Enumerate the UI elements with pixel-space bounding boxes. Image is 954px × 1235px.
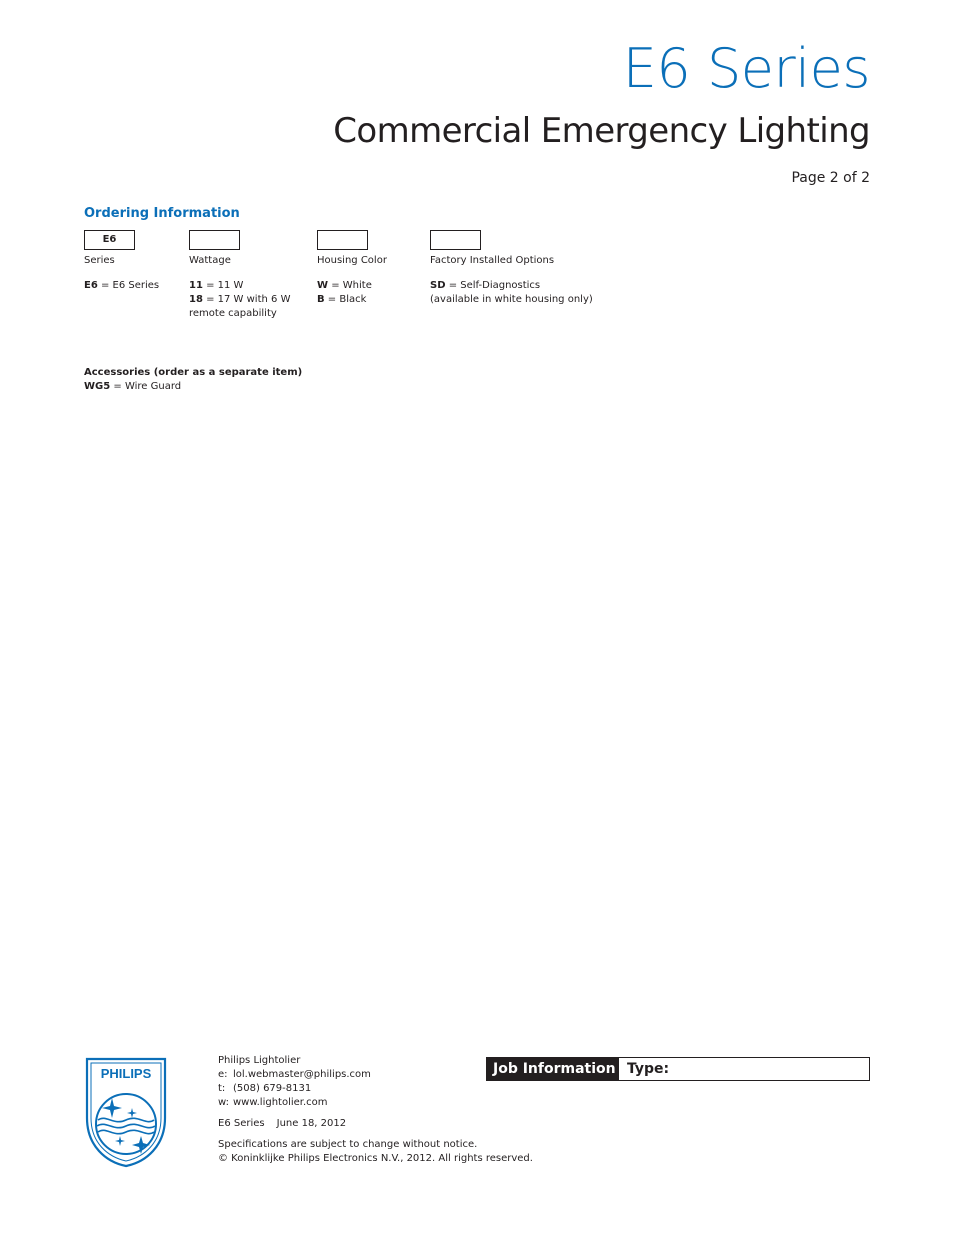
company-name: Philips Lightolier (218, 1055, 301, 1066)
ordering-heading: Ordering Information (84, 206, 240, 221)
page-title: E6 Series (622, 37, 870, 100)
series-label: Series (84, 255, 115, 266)
option-line: 18 = 17 W with 6 W (189, 294, 291, 305)
option-line: remote capability (189, 308, 277, 319)
housing-options (317, 279, 372, 307)
email-link[interactable]: lol.webmaster@philips.com (233, 1069, 371, 1080)
phone-line: t: (508) 679-8131 (218, 1083, 312, 1094)
option-line: W = White (317, 280, 372, 291)
type-field[interactable]: Type: (627, 1061, 670, 1077)
option-line: 11 = 11 W (189, 280, 244, 291)
web-link[interactable]: www.lightolier.com (233, 1097, 328, 1108)
accessories-heading: Accessories (order as a separate item) (84, 367, 303, 378)
series-code-box: E6 (84, 230, 135, 250)
philips-logo (84, 1056, 168, 1168)
options-code-box (430, 230, 481, 250)
housing-code-box (317, 230, 368, 250)
job-information-label: Job Information (487, 1058, 619, 1080)
wattage-label: Wattage (189, 255, 231, 266)
notice: Specifications are subject to change without notice. (218, 1139, 478, 1150)
series-options (84, 279, 159, 293)
wattage-options (189, 279, 290, 321)
accessory-item: WG5 = Wire Guard (84, 381, 182, 392)
option-line: (available in white housing only) (430, 294, 593, 305)
page-subtitle: Commercial Emergency Lighting (333, 111, 870, 151)
option-line: E6 = E6 Series (84, 280, 160, 291)
wattage-code-box (189, 230, 240, 250)
option-line: B = Black (317, 294, 367, 305)
options-label: Factory Installed Options (430, 255, 555, 266)
factory-options (430, 279, 593, 307)
job-information-box (486, 1057, 870, 1081)
page-number: Page 2 of 2 (791, 170, 870, 186)
logo-wordmark: PHILIPS (100, 1066, 152, 1081)
doc-info: E6 Series June 18, 2012 (218, 1118, 347, 1129)
housing-label: Housing Color (317, 255, 387, 266)
copyright: © Koninklijke Philips Electronics N.V., 2012. All rights reserved. (218, 1153, 533, 1164)
web-line: w: www.lightolier.com (218, 1097, 328, 1108)
email-line: e: lol.webmaster@philips.com (218, 1069, 371, 1080)
accessories-section (84, 366, 302, 394)
option-line: SD = Self-Diagnostics (430, 280, 541, 291)
